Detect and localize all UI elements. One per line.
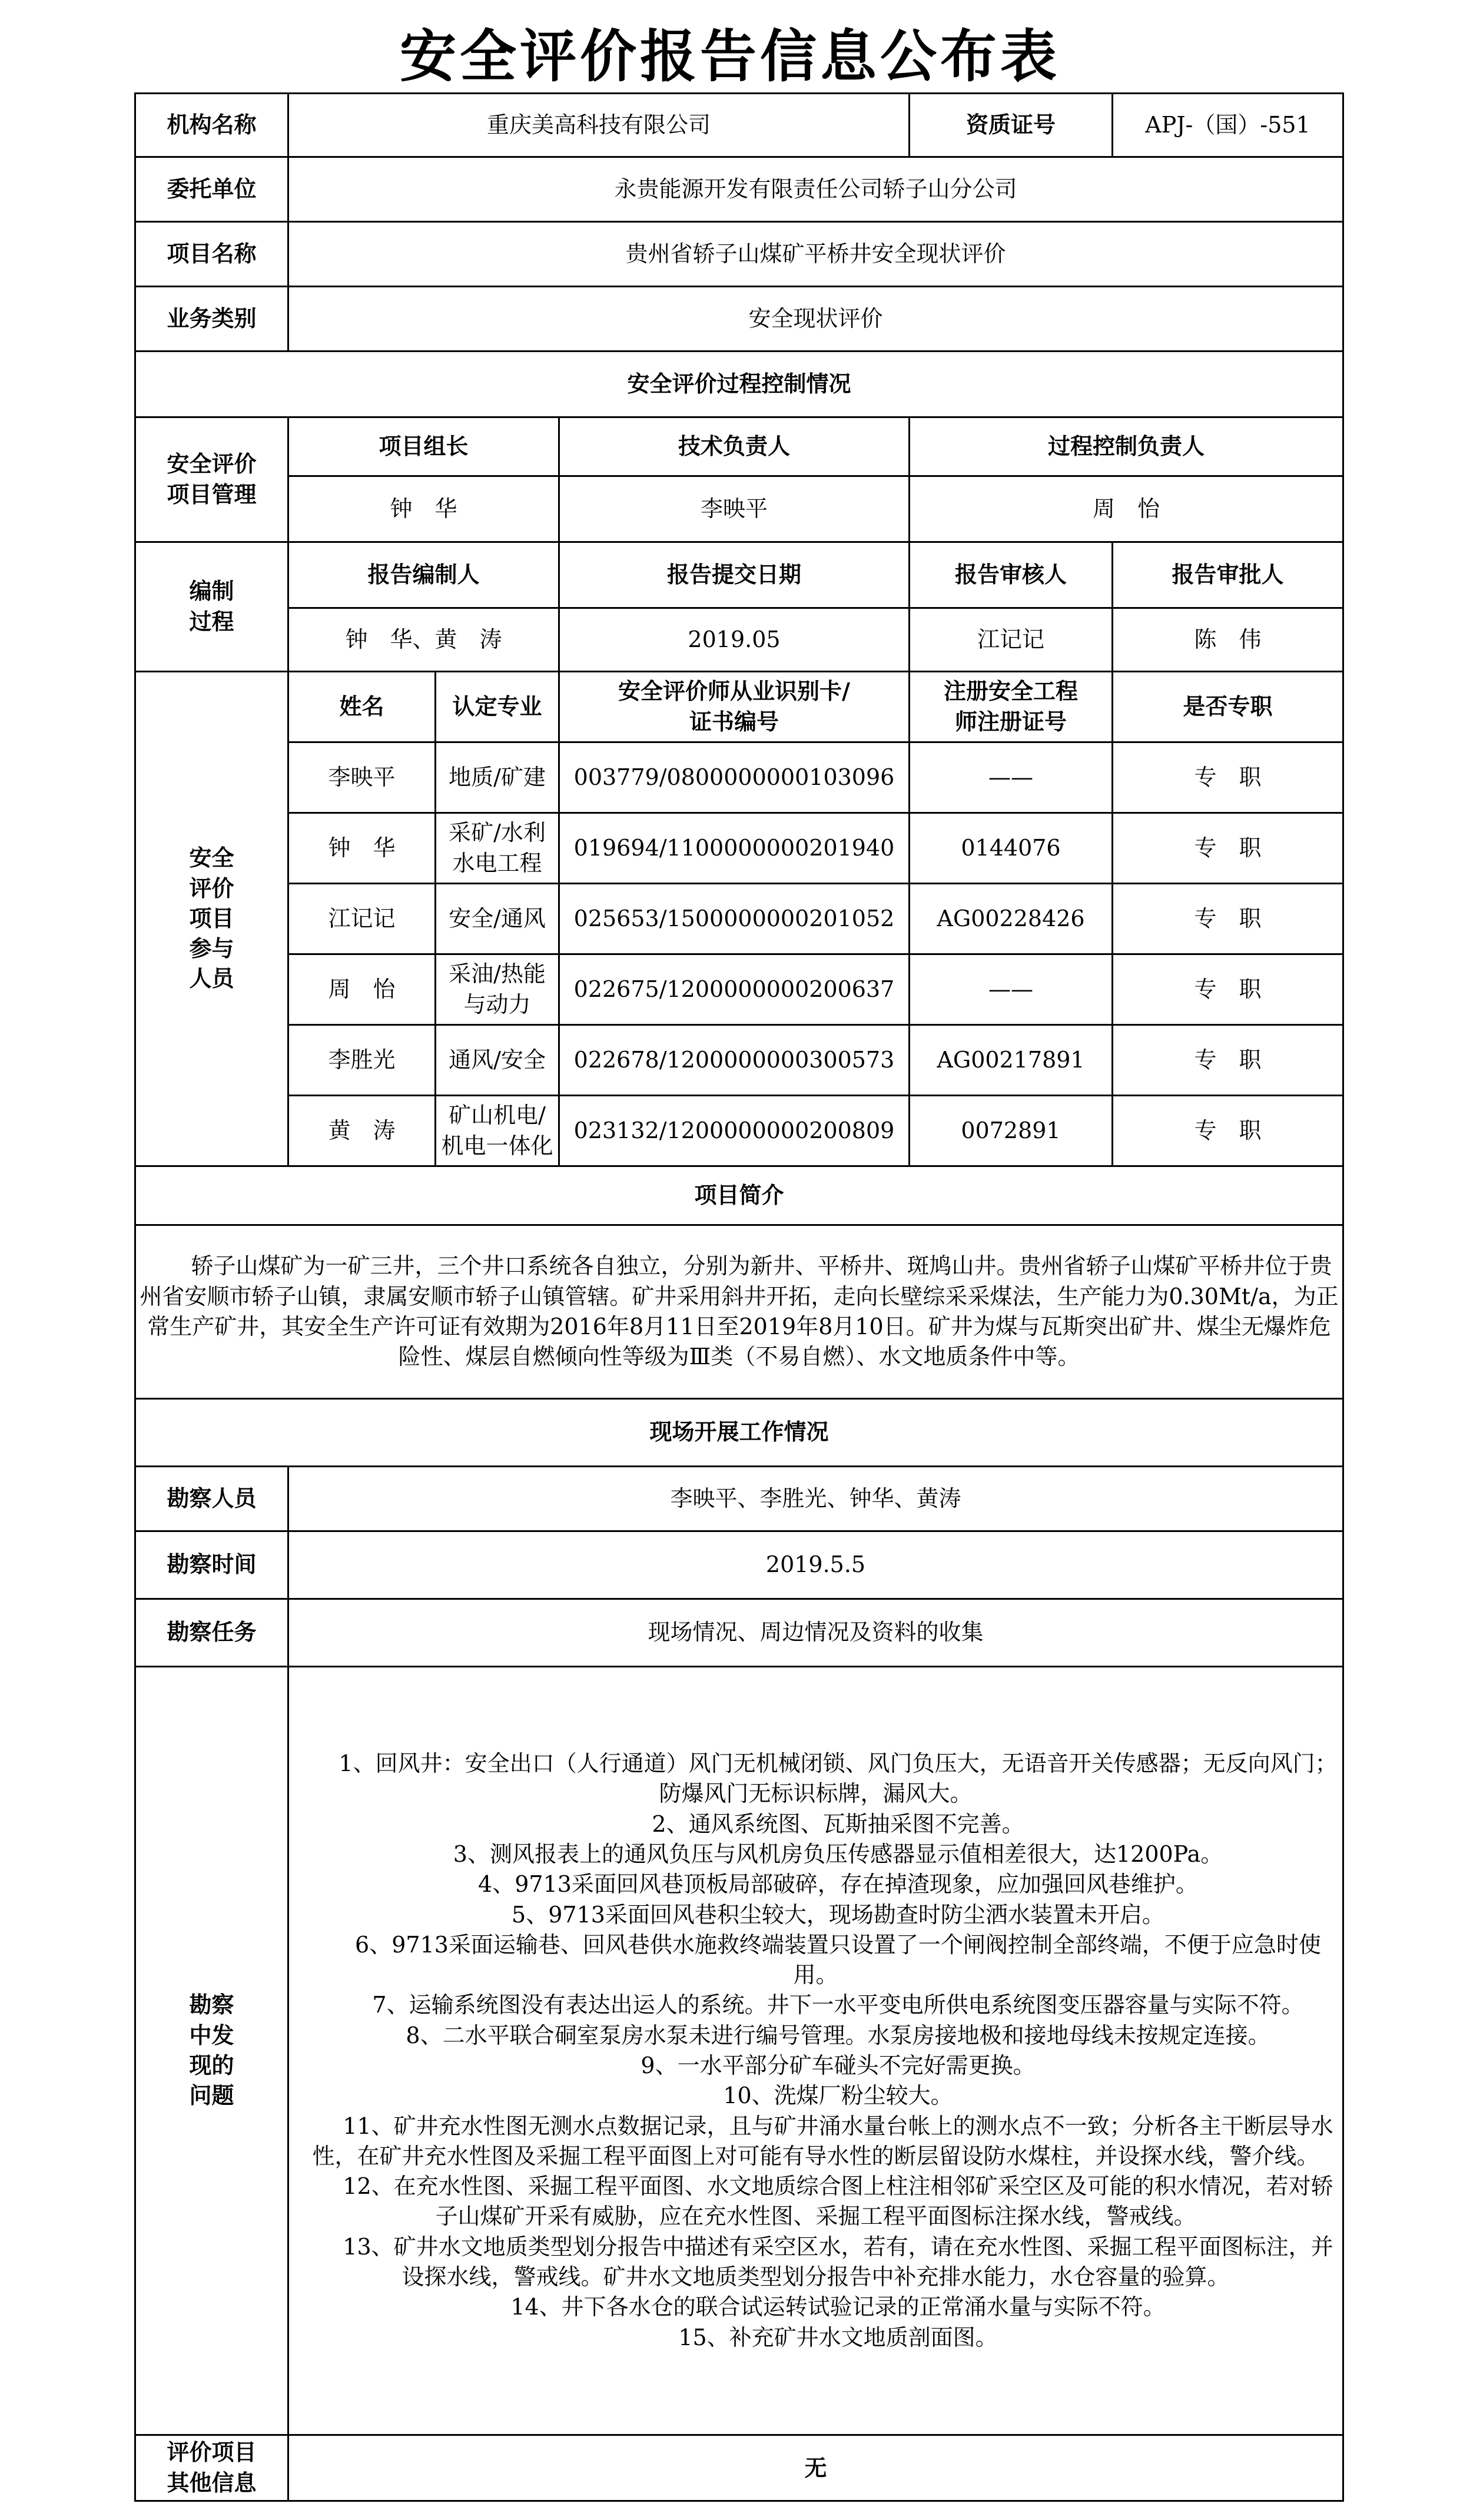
table-row (135, 954, 1343, 1025)
compile-header-date: 报告提交日期 (559, 542, 910, 608)
list-item: 12、在充水性图、采掘工程平面图、水文地质综合图上柱注相邻矿采空区及可能的积水情况，若对轿子山煤矿开采有威胁，应在充水性图、采掘工程平面图标注探水线，警戒线。 (343, 2173, 1333, 2230)
management-value-process: 周 怡 (910, 476, 1343, 542)
participant-reg: 0072891 (910, 1096, 1113, 1166)
org-value: 重庆美高科技有限公司 (288, 94, 910, 157)
participant-name: 李胜光 (288, 1025, 436, 1096)
participant-name: 李映平 (288, 742, 436, 813)
management-header-process: 过程控制负责人 (910, 417, 1343, 476)
compile-value-approver: 陈 伟 (1113, 608, 1343, 672)
table-row (135, 1096, 1343, 1166)
participant-major: 地质/矿建 (436, 742, 559, 813)
list-item: 11、矿井充水性图无测水点数据记录，且与矿井涌水量台帐上的测水点不一致；分析各主干断层导水性，在矿井充水性图及采掘工程平面图上对可能有导水性的断层留设防水煤柱，并设探水线，警介线。 (312, 2113, 1333, 2169)
project-value: 贵州省轿子山煤矿平桥井安全现状评价 (288, 222, 1343, 287)
table-row (135, 742, 1343, 813)
list-item: 3、测风报表上的通风负压与风机房负压传感器显示值相差很大，达1200Pa。 (453, 1841, 1223, 1867)
participant-reg: AG00217891 (910, 1025, 1113, 1096)
management-value-leader: 钟 华 (288, 476, 559, 542)
compile-header-approver: 报告审批人 (1113, 542, 1343, 608)
management-label: 安全评价 项目管理 (135, 417, 288, 542)
site-issues-label: 勘察 中发 现的 问题 (135, 1667, 288, 2435)
compile-value-date: 2019.05 (559, 608, 910, 672)
participant-major: 矿山机电/ 机电一体化 (436, 1096, 559, 1166)
participant-fulltime: 专 职 (1113, 954, 1343, 1025)
participant-fulltime: 专 职 (1113, 813, 1343, 884)
list-item: 2、通风系统图、瓦斯抽采图不完善。 (652, 1811, 1024, 1837)
participants-header-reg: 注册安全工程 师注册证号 (910, 672, 1113, 742)
list-item: 1、回风井：安全出口（人行通道）风门无机械闭锁、风门负压大，无语音开关传感器；无反向风门；防爆风门无标识标牌，漏风大。 (339, 1750, 1338, 1807)
participants-header-name: 姓名 (288, 672, 436, 742)
business-label: 业务类别 (135, 287, 288, 352)
management-header-tech: 技术负责人 (559, 417, 910, 476)
participant-reg: 0144076 (910, 813, 1113, 884)
list-item: 13、矿井水文地质类型划分报告中描述有采空区水，若有，请在充水性图、采掘工程平面图标注，并设探水线，警戒线。矿井水文地质类型划分报告中补充排水能力，水仓容量的验算。 (343, 2233, 1333, 2290)
compile-value-reviewer: 江记记 (910, 608, 1113, 672)
participants-header-card: 安全评价师从业识别卡/ 证书编号 (559, 672, 910, 742)
business-value: 安全现状评价 (288, 287, 1343, 352)
participant-major: 通风/安全 (436, 1025, 559, 1096)
site-header: 现场开展工作情况 (135, 1399, 1343, 1467)
other-info-value: 无 (288, 2435, 1343, 2501)
list-item: 5、9713采面回风巷积尘较大，现场勘查时防尘洒水装置未开启。 (512, 1901, 1164, 1928)
list-item: 7、运输系统图没有表达出运人的系统。井下一水平变电所供电系统图变压器容量与实际不符。 (372, 1992, 1304, 2018)
participant-major: 安全/通风 (436, 884, 559, 954)
participant-name: 周 怡 (288, 954, 436, 1025)
participant-reg: —— (910, 742, 1113, 813)
compile-header-author: 报告编制人 (288, 542, 559, 608)
compile-header-reviewer: 报告审核人 (910, 542, 1113, 608)
list-item: 4、9713采面回风巷顶板局部破碎，存在掉渣现象，应加强回风巷维护。 (478, 1871, 1198, 1898)
participant-fulltime: 专 职 (1113, 1096, 1343, 1166)
project-label: 项目名称 (135, 222, 288, 287)
compile-value-author: 钟 华、黄 涛 (288, 608, 559, 672)
participant-card: 003779/0800000000103096 (559, 742, 910, 813)
list-item: 9、一水平部分矿车碰头不完好需更换。 (641, 2053, 1036, 2078)
participant-card: 022678/1200000000300573 (559, 1025, 910, 1096)
list-item: 15、补充矿井水文地质剖面图。 (678, 2324, 998, 2350)
site-staff-value: 李映平、李胜光、钟华、黄涛 (288, 1467, 1343, 1531)
participant-card: 023132/1200000000200809 (559, 1096, 910, 1166)
participant-name: 黄 涛 (288, 1096, 436, 1166)
other-info-label: 评价项目 其他信息 (135, 2435, 288, 2501)
participant-major: 采油/热能 与动力 (436, 954, 559, 1025)
participant-fulltime: 专 职 (1113, 1025, 1343, 1096)
participants-header-fulltime: 是否专职 (1113, 672, 1343, 742)
intro-text: 轿子山煤矿为一矿三井，三个井口系统各自独立，分别为新井、平桥井、斑鸠山井。贵州省轿子山煤矿平桥井位于贵州省安顺市轿子山镇，隶属安顺市轿子山镇管辖。矿井采用斜井开拓，走向长壁综采采煤法，生产能力为0.30Mt/a，为正常生产矿井，其安全生产许可证有效期为2016年8月11日至2019年8月10日。矿井为煤与瓦斯突出矿井、煤尘无爆炸危险性、煤层自燃倾向性等级为Ⅲ类（不易自燃）、水文地质条件中等。 (140, 1253, 1339, 1370)
participant-fulltime: 专 职 (1113, 742, 1343, 813)
participants-header-major: 认定专业 (436, 672, 559, 742)
site-time-label: 勘察时间 (135, 1531, 288, 1599)
intro-header: 项目简介 (135, 1166, 1343, 1225)
participant-name: 江记记 (288, 884, 436, 954)
management-value-tech: 李映平 (559, 476, 910, 542)
cert-label: 资质证号 (910, 94, 1113, 157)
intro-text-cell (135, 1225, 1343, 1399)
compile-label: 编制 过程 (135, 542, 288, 672)
org-label: 机构名称 (135, 94, 288, 157)
participant-name: 钟 华 (288, 813, 436, 884)
site-staff-label: 勘察人员 (135, 1467, 288, 1531)
participant-reg: AG00228426 (910, 884, 1113, 954)
info-table (134, 92, 1344, 2502)
table-row (135, 813, 1343, 884)
site-task-value: 现场情况、周边情况及资料的收集 (288, 1599, 1343, 1667)
participant-card: 025653/1500000000201052 (559, 884, 910, 954)
client-label: 委托单位 (135, 157, 288, 222)
participant-reg: —— (910, 954, 1113, 1025)
site-issues-list (288, 1667, 1343, 2435)
site-time-value: 2019.5.5 (288, 1531, 1343, 1599)
participant-card: 019694/1100000000201940 (559, 813, 910, 884)
participant-major: 采矿/水利 水电工程 (436, 813, 559, 884)
participant-card: 022675/1200000000200637 (559, 954, 910, 1025)
table-row (135, 1025, 1343, 1096)
site-task-label: 勘察任务 (135, 1599, 288, 1667)
list-item: 10、洗煤厂粉尘较大。 (723, 2083, 953, 2109)
page-title: 安全评价报告信息公布表 (400, 24, 1060, 89)
process-section-header: 安全评价过程控制情况 (135, 352, 1343, 417)
participants-label: 安全 评价 项目 参与 人员 (135, 672, 288, 1166)
client-value: 永贵能源开发有限责任公司轿子山分公司 (288, 157, 1343, 222)
table-row (135, 884, 1343, 954)
list-item: 6、9713采面运输巷、回风巷供水施救终端装置只设置了一个闸阀控制全部终端，不便于应急时使用。 (355, 1931, 1321, 1988)
list-item: 14、井下各水仓的联合试运转试验记录的正常涌水量与实际不符。 (510, 2294, 1166, 2320)
list-item: 8、二水平联合硐室泵房水泵未进行编号管理。水泵房接地极和接地母线未按规定连接。 (406, 2022, 1270, 2048)
cert-value: APJ-（国）-551 (1113, 94, 1343, 157)
participant-fulltime: 专 职 (1113, 884, 1343, 954)
management-header-leader: 项目组长 (288, 417, 559, 476)
